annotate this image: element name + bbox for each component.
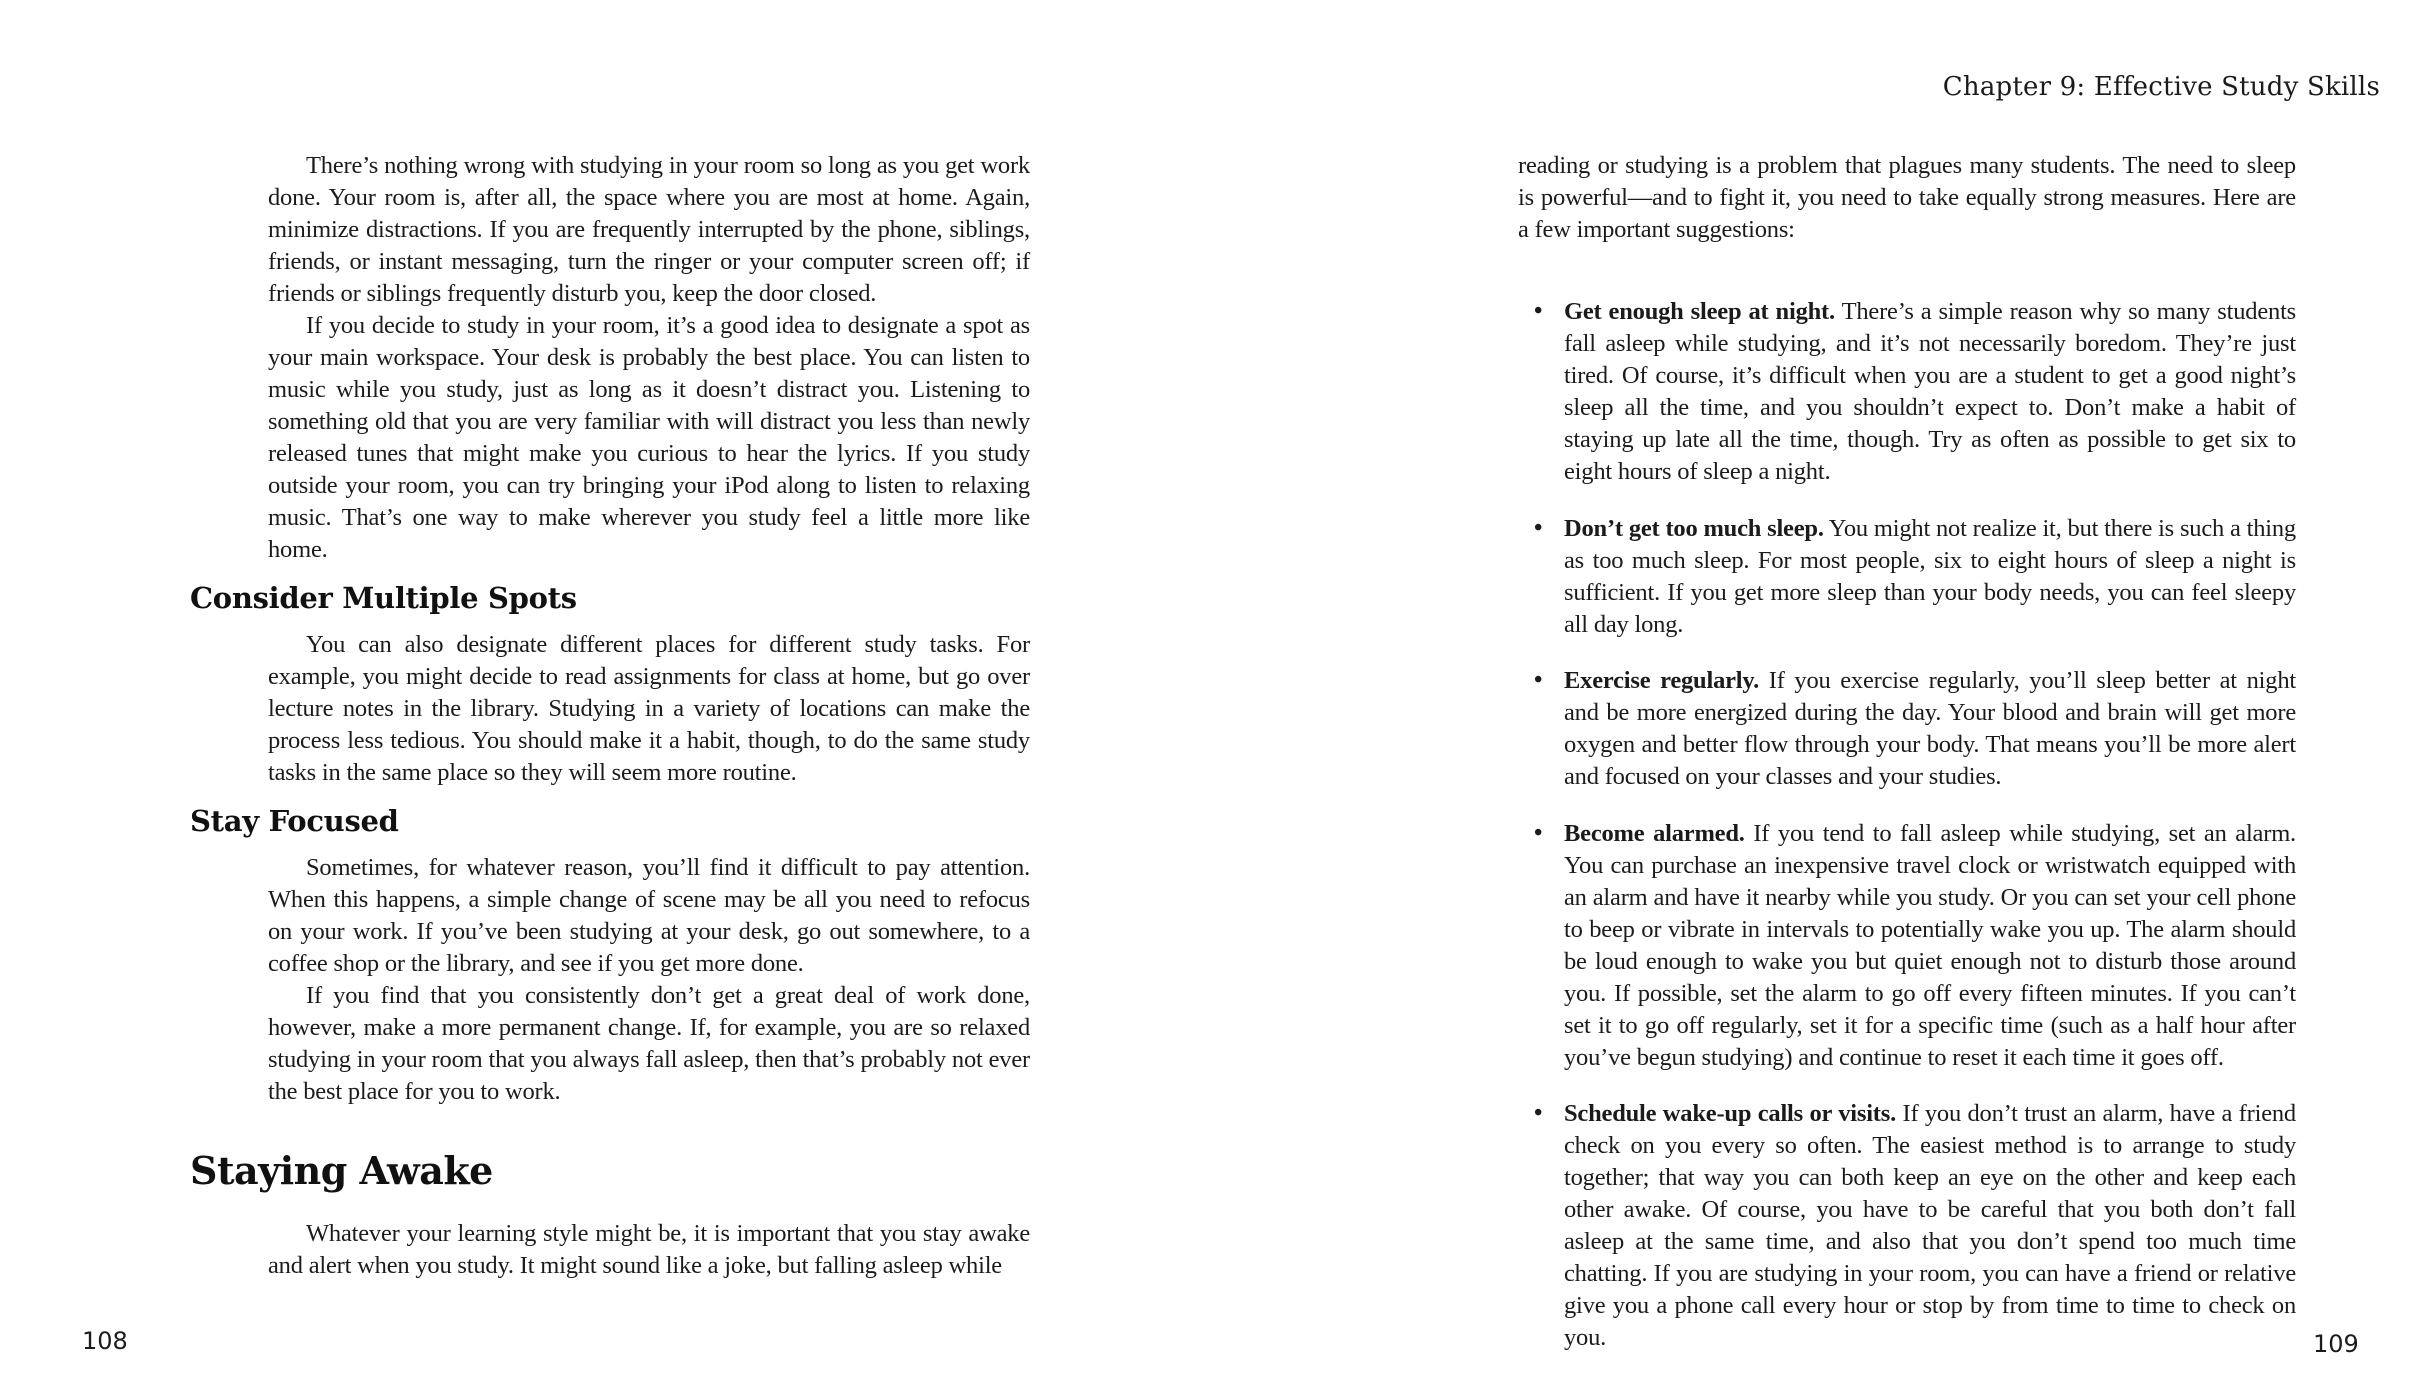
bullet-dot-icon: •	[1534, 667, 1543, 693]
bullet-lead-exercise-regularly: Exercise regularly.	[1564, 667, 1760, 694]
bullet-dot-icon: •	[1534, 298, 1543, 324]
bullet-text-become-alarmed: If you tend to fall asleep while studying, set an alarm. You can purchase an inexpensive travel clock or wristwatch equipped with an alarm and have it nearby while you study. Or you can set your cell phone to beep or vibrate in intervals to potentially wake you up. The alarm should be loud enough to wake you but quiet enough not to disturb those around you. If possible, set the alarm to go off every fifteen minutes. If you can’t set it to go off regularly, set it for a specific time (such as a half hour after you’ve begun studying) and continue to reset it each time it goes off.	[1564, 819, 2296, 1071]
bullet-dot-icon: •	[1534, 514, 1543, 541]
paragraph-stay-awake-intro: Whatever your learning style might be, it is important that you stay awake and alert when you study. It might sound like a joke, but falling asleep while	[268, 1220, 1030, 1279]
bullet-text-schedule-wakeup-calls: If you don’t trust an alarm, have a friend check on you every so often. The easiest method is to arrange to study together; that way you can both keep an eye on the other and keep each other awake. Of course, you have to be careful that you both don’t fall asleep at the same time, and also that you don’t spend too much time chatting. If you are studying in your room, you can have a friend or relative give you a phone call every hour or stop by from time to time to check on you.	[1564, 1100, 2296, 1351]
paragraph-designate-spot: If you decide to study in your room, it’s a good idea to designate a spot as your main workspace. Your desk is probably the best place. You can listen to music while you study, just as long as it doesn’t distract you. Listening to something old that you are very familiar with will distract you less than newly released tunes that might make you curious to hear the lyrics. If you study outside your room, you can try bringing your iPod along to listen to relaxing music. That’s one way to make wherever you study feel a little more like home.	[268, 312, 1030, 563]
bullet-lead-get-enough-sleep: Get enough sleep at night.	[1564, 298, 1835, 325]
bullet-text-get-enough-sleep: There’s a simple reason why so many students fall asleep while studying, and it’s not necessarily boredom. They’re just tired. Of course, it’s difficult when you are a student to get a good night’s sleep all the time, and you shouldn’t expect to. Don’t make a habit of staying up late all the time, though. Try as often as possible to get six to eight hours of sleep a night.	[1564, 298, 2297, 485]
page-number-left: 108	[82, 1327, 128, 1355]
paragraph-multiple-spots: You can also designate different places for different study tasks. For example, you might decide to read assignments for class at home, but go over lecture notes in the library. Studying in a variety of locations can make the process less tedious. You should make it a habit, though, to do the same study tasks in the same place so they will seem more routine.	[268, 631, 1030, 786]
heading-stay-focused: Stay Focused	[190, 804, 399, 838]
bullet-dot-icon: •	[1534, 819, 1543, 846]
bullet-become-alarmed	[1518, 818, 2296, 1074]
running-header-chapter-title: Chapter 9: Effective Study Skills	[1942, 72, 2380, 102]
bullet-lead-schedule-wakeup-calls: Schedule wake-up calls or visits.	[1564, 1100, 1897, 1127]
heading-staying-awake: Staying Awake	[190, 1148, 493, 1193]
heading-consider-multiple-spots: Consider Multiple Spots	[190, 581, 577, 615]
bullet-lead-dont-get-too-much-sleep: Don’t get too much sleep.	[1564, 514, 1824, 542]
paragraph-change-of-scene: Sometimes, for whatever reason, you’ll find it difficult to pay attention. When this happens, a simple change of scene may be all you need to refocus on your work. If you’ve been studying at your desk, go out somewhere, to a coffee shop or the library, and see if you get more done.	[268, 854, 1030, 977]
paragraph-stay-awake-continued: reading or studying is a problem that plagues many students. The need to sleep is powerful—and to fight it, you need to take equally strong measures. Here are a few important suggestions:	[1518, 152, 2296, 243]
bullet-exercise-regularly	[1518, 665, 2296, 793]
suggestions-bullet-list	[1518, 296, 2296, 1354]
bullet-text-exercise-regularly: If you exercise regularly, you’ll sleep better at night and be more energized during the day. Your blood and brain will get more oxygen and better flow through your body. That means you’ll be more alert and focused on your classes and your studies.	[1564, 667, 2296, 790]
paragraph-study-in-room: There’s nothing wrong with studying in your room so long as you get work done. Your room is, after all, the space where you are most at home. Again, minimize distractions. If you are frequently interrupted by the phone, siblings, friends, or instant messaging, turn the ringer or your computer screen off; if friends or siblings frequently disturb you, keep the door closed.	[268, 152, 1030, 307]
bullet-dot-icon: •	[1534, 1100, 1543, 1126]
left-page	[190, 150, 1030, 1282]
bullet-get-enough-sleep	[1518, 296, 2296, 488]
bullet-dont-get-too-much-sleep	[1518, 513, 2296, 641]
page-number-right: 109	[2313, 1330, 2359, 1358]
right-page	[1518, 150, 2296, 1379]
bullet-lead-become-alarmed: Become alarmed.	[1564, 819, 1745, 847]
paragraph-permanent-change: If you find that you consistently don’t get a great deal of work done, however, make a more permanent change. If, for example, you are so relaxed studying in your room that you always fall asleep, then that’s probably not ever the best place for you to work.	[268, 982, 1030, 1105]
bullet-text-dont-get-too-much-sleep: You might not realize it, but there is such a thing as too much sleep. For most people, six to eight hours of sleep a night is sufficient. If you get more sleep than your body needs, you can feel sleepy all day long.	[1564, 514, 2296, 638]
bullet-schedule-wakeup-calls	[1518, 1098, 2296, 1354]
